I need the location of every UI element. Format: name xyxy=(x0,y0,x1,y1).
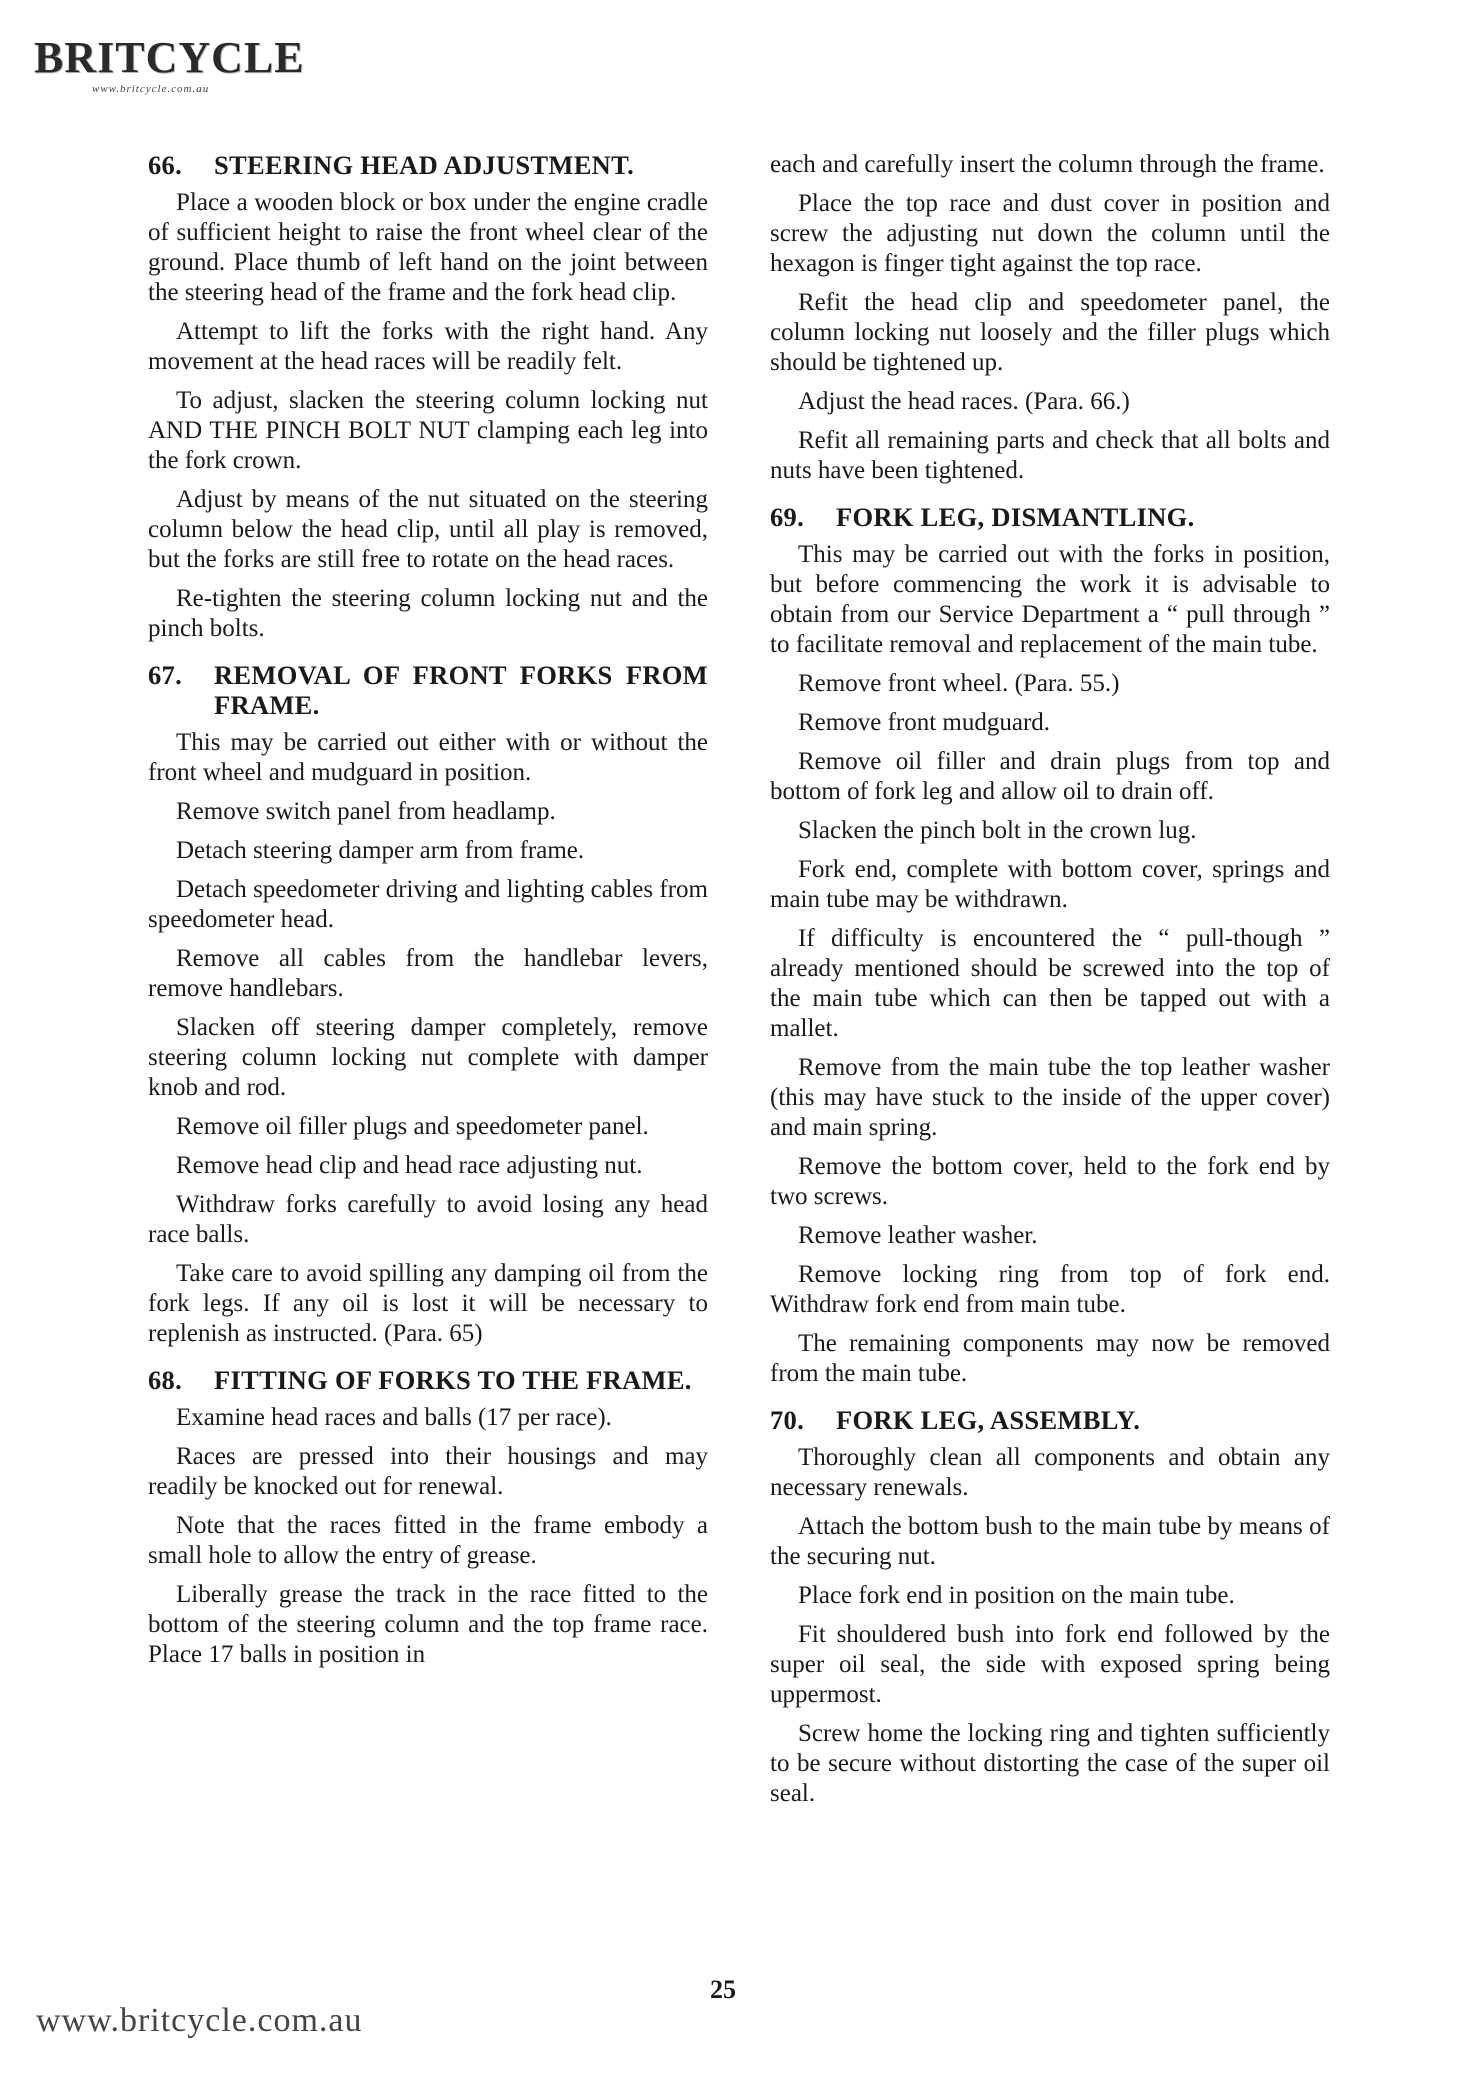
paragraph: Withdraw forks carefully to avoid losing any head race balls. xyxy=(148,1191,708,1248)
paragraph: Thoroughly clean all components and obtain any necessary renewals. xyxy=(770,1444,1330,1501)
paragraph: Attempt to lift the forks with the right hand. Any movement at the head races will be readily felt. xyxy=(148,318,708,375)
paragraph: Detach speedometer driving and lighting cables from speedometer head. xyxy=(148,876,708,933)
left-column xyxy=(148,150,708,1686)
section-number: 70. xyxy=(770,1405,805,1435)
section-66 xyxy=(148,150,708,644)
britcycle-logo xyxy=(34,33,305,114)
paragraph: Remove head clip and head race adjusting nut. xyxy=(176,1152,643,1179)
section-title: FORK LEG, DISMANTLING. xyxy=(836,502,1195,532)
paragraph: Remove the bottom cover, held to the fork end by two screws. xyxy=(770,1153,1330,1210)
section-69 xyxy=(770,502,1330,1389)
paragraph: Slacken off steering damper completely, remove steering column locking nut complete with damper knob and rod. xyxy=(148,1014,708,1101)
paragraph: Remove all cables from the handlebar levers, remove handlebars. xyxy=(148,945,708,1002)
paragraph: Fork end, complete with bottom cover, springs and main tube may be withdrawn. xyxy=(770,856,1330,913)
section-70 xyxy=(770,1405,1330,1809)
section-number: 69. xyxy=(770,502,805,532)
section-heading xyxy=(148,1365,708,1395)
section-67 xyxy=(148,660,708,1349)
paragraph: Remove switch panel from headlamp. xyxy=(176,798,556,825)
section-title: REMOVAL OF FRONT FORKS FROM FRAME. xyxy=(214,660,708,720)
paragraph: This may be carried out either with or without the front wheel and mudguard in position. xyxy=(148,729,708,786)
paragraph: Screw home the locking ring and tighten sufficiently to be secure without distorting the case of the super oil seal. xyxy=(770,1720,1330,1807)
section-title: STEERING HEAD ADJUSTMENT. xyxy=(214,150,635,180)
logo-url: www.britcycle.com.au xyxy=(92,83,210,95)
paragraph: Examine head races and balls (17 per race). xyxy=(176,1404,612,1431)
paragraph: Place fork end in position on the main tube. xyxy=(798,1582,1235,1609)
paragraph: Refit all remaining parts and check that all bolts and nuts have been tightened. xyxy=(770,427,1330,484)
paragraph: Place the top race and dust cover in position and screw the adjusting nut down the column until the hexagon is finger tight against the top race. xyxy=(770,190,1330,277)
paragraph: Remove oil filler plugs and speedometer panel. xyxy=(176,1113,649,1140)
paragraph: This may be carried out with the forks in position, but before commencing the work it is advisable to obtain from our Service Department a “ pull through ” to facilitate removal and replacement of the main tube. xyxy=(770,541,1330,658)
section-68 xyxy=(148,1365,708,1670)
paragraph: Refit the head clip and speedometer panel, the column locking nut loosely and the filler plugs which should be tightened up. xyxy=(770,289,1330,376)
footer-url: www.britcycle.com.au xyxy=(36,2002,363,2039)
section-heading xyxy=(148,150,708,180)
section-heading xyxy=(770,502,1330,532)
paragraph: Place a wooden block or box under the engine cradle of sufficient height to raise the front wheel clear of the ground. Place thumb of left hand on the joint between the steering head of the frame and the fork head clip. xyxy=(148,189,708,306)
section-title: FORK LEG, ASSEMBLY. xyxy=(836,1405,1141,1435)
right-column xyxy=(770,150,1330,1825)
paragraph: Adjust the head races. (Para. 66.) xyxy=(798,388,1130,415)
section-number: 68. xyxy=(148,1365,183,1395)
paragraph-continuation: each and carefully insert the column through the frame. xyxy=(770,151,1325,178)
logo-text: BRITCYCLE xyxy=(34,33,305,82)
paragraph: Slacken the pinch bolt in the crown lug. xyxy=(798,817,1197,844)
paragraph: To adjust, slacken the steering column locking nut AND THE PINCH BOLT NUT clamping each leg into the fork crown. xyxy=(148,387,708,474)
paragraph: Races are pressed into their housings and may readily be knocked out for renewal. xyxy=(148,1443,708,1500)
paragraph: Remove leather washer. xyxy=(798,1222,1038,1249)
section-title: FITTING OF FORKS TO THE FRAME. xyxy=(214,1365,692,1395)
page-number: 25 xyxy=(710,1975,736,2004)
paragraph: Adjust by means of the nut situated on the steering column below the head clip, until all play is removed, but the forks are still free to rotate on the head races. xyxy=(148,486,708,573)
paragraph: If difficulty is encountered the “ pull-though ” already mentioned should be screwed into the top of the main tube which can then be tapped out with a mallet. xyxy=(770,925,1330,1042)
section-number: 66. xyxy=(148,150,183,180)
paragraph: Remove front mudguard. xyxy=(798,709,1051,736)
section-68-continued xyxy=(770,150,1330,486)
section-heading xyxy=(148,660,708,720)
section-heading xyxy=(770,1405,1330,1435)
paragraph: Note that the races fitted in the frame embody a small hole to allow the entry of grease. xyxy=(148,1512,708,1569)
paragraph: Attach the bottom bush to the main tube by means of the securing nut. xyxy=(770,1513,1330,1570)
paragraph: Liberally grease the track in the race fitted to the bottom of the steering column and the top frame race. Place 17 balls in position in xyxy=(148,1581,708,1668)
paragraph: Re-tighten the steering column locking nut and the pinch bolts. xyxy=(148,585,708,642)
section-number: 67. xyxy=(148,660,183,690)
paragraph: Remove locking ring from top of fork end. Withdraw fork end from main tube. xyxy=(770,1261,1330,1318)
paragraph: Remove from the main tube the top leather washer (this may have stuck to the inside of the upper cover) and main spring. xyxy=(770,1054,1330,1141)
paragraph: Remove front wheel. (Para. 55.) xyxy=(798,670,1120,697)
paragraph: Remove oil filler and drain plugs from top and bottom of fork leg and allow oil to drain off. xyxy=(770,748,1330,805)
paragraph: Fit shouldered bush into fork end followed by the super oil seal, the side with exposed spring being uppermost. xyxy=(770,1621,1330,1708)
paragraph: The remaining components may now be removed from the main tube. xyxy=(770,1330,1330,1387)
paragraph: Take care to avoid spilling any damping oil from the fork legs. If any oil is lost it will be necessary to replenish as instructed. (Para. 65) xyxy=(148,1260,708,1347)
paragraph: Detach steering damper arm from frame. xyxy=(176,837,585,864)
